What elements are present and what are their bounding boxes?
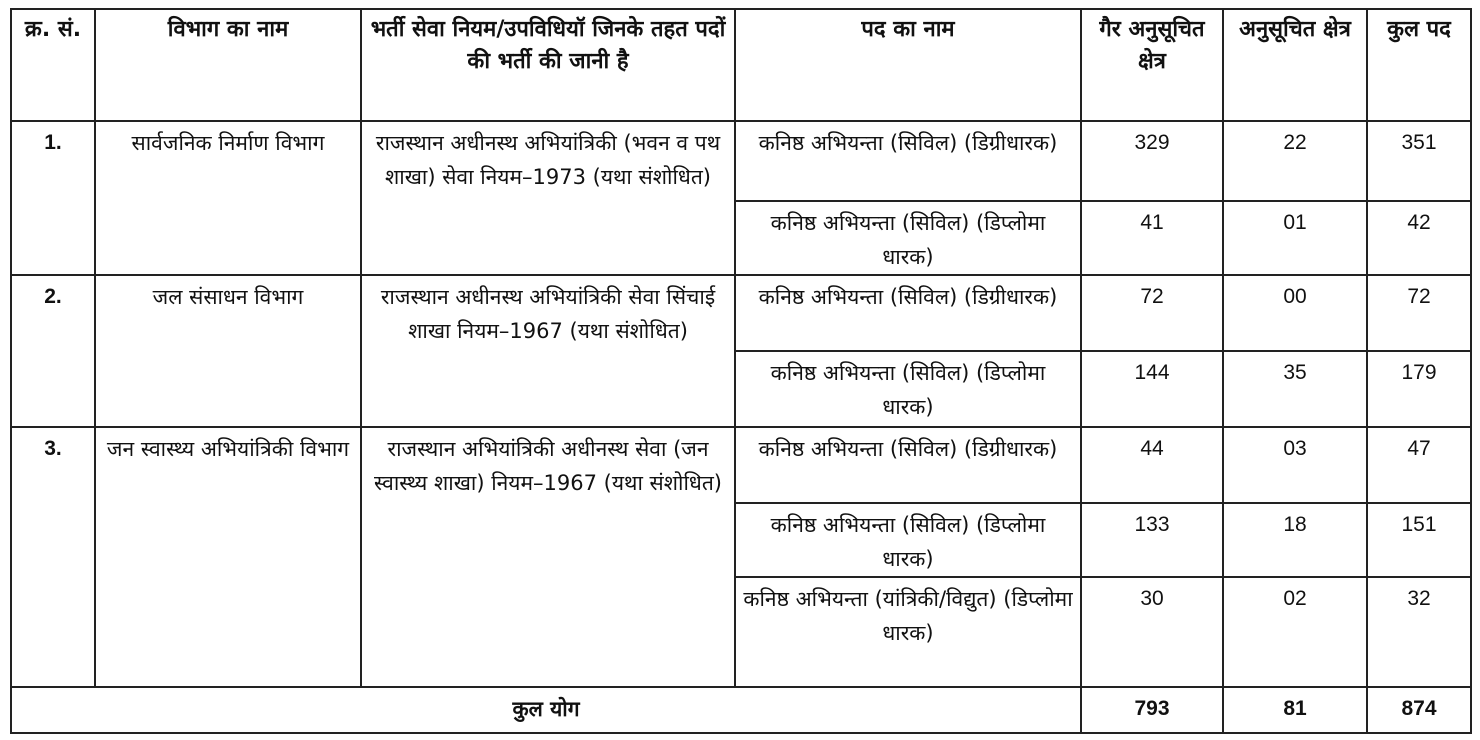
header-rules: भर्ती सेवा नियम/उपविधियॉ जिनके तहत पदों की भर्ती की जानी है xyxy=(361,9,735,121)
table-row xyxy=(11,275,1471,351)
table-row xyxy=(11,121,1471,201)
header-dept: विभाग का नाम xyxy=(95,9,361,121)
row-scheduled: 22 xyxy=(1223,121,1367,201)
row-scheduled: 35 xyxy=(1223,351,1367,427)
row-non-scheduled: 329 xyxy=(1081,121,1223,201)
header-scheduled: अनुसूचित क्षेत्र xyxy=(1223,9,1367,121)
row-scheduled: 00 xyxy=(1223,275,1367,351)
row-scheduled: 03 xyxy=(1223,427,1367,503)
row-scheduled: 02 xyxy=(1223,577,1367,687)
row-post-name: कनिष्ठ अभियन्ता (सिविल) (डिग्रीधारक) xyxy=(735,275,1081,351)
row-total: 179 xyxy=(1367,351,1471,427)
row-scheduled: 18 xyxy=(1223,503,1367,577)
header-row xyxy=(11,9,1471,121)
header-total: कुल पद xyxy=(1367,9,1471,121)
row-post-name: कनिष्ठ अभियन्ता (यांत्रिकी/विद्युत) (डिप्लोमा धारक) xyxy=(735,577,1081,687)
row-total: 42 xyxy=(1367,201,1471,275)
row-post-name: कनिष्ठ अभियन्ता (सिविल) (डिग्रीधारक) xyxy=(735,427,1081,503)
row-dept: जन स्वास्थ्य अभियांत्रिकी विभाग xyxy=(95,427,361,687)
header-post: पद का नाम xyxy=(735,9,1081,121)
row-rules: राजस्थान अधीनस्थ अभियांत्रिकी (भवन व पथ शाखा) सेवा नियम–1973 (यथा संशोधित) xyxy=(361,121,735,275)
row-non-scheduled: 144 xyxy=(1081,351,1223,427)
row-sn: 2. xyxy=(11,275,95,427)
row-non-scheduled: 133 xyxy=(1081,503,1223,577)
row-non-scheduled: 72 xyxy=(1081,275,1223,351)
row-dept: सार्वजनिक निर्माण विभाग xyxy=(95,121,361,275)
row-total: 47 xyxy=(1367,427,1471,503)
row-post-name: कनिष्ठ अभियन्ता (सिविल) (डिप्लोमा धारक) xyxy=(735,503,1081,577)
table-row xyxy=(11,427,1471,503)
totals-non-scheduled: 793 xyxy=(1081,687,1223,733)
row-total: 32 xyxy=(1367,577,1471,687)
header-sn: क्र. सं. xyxy=(11,9,95,121)
totals-total: 874 xyxy=(1367,687,1471,733)
row-sn: 1. xyxy=(11,121,95,275)
row-rules: राजस्थान अभियांत्रिकी अधीनस्थ सेवा (जन स्वास्थ्य शाखा) नियम–1967 (यथा संशोधित) xyxy=(361,427,735,687)
totals-label: कुल योग xyxy=(11,687,1081,733)
totals-row xyxy=(11,687,1471,733)
totals-scheduled: 81 xyxy=(1223,687,1367,733)
row-total: 351 xyxy=(1367,121,1471,201)
row-post-name: कनिष्ठ अभियन्ता (सिविल) (डिग्रीधारक) xyxy=(735,121,1081,201)
row-total: 72 xyxy=(1367,275,1471,351)
row-sn: 3. xyxy=(11,427,95,687)
row-rules: राजस्थान अधीनस्थ अभियांत्रिकी सेवा सिंचाई शाखा नियम–1967 (यथा संशोधित) xyxy=(361,275,735,427)
row-non-scheduled: 44 xyxy=(1081,427,1223,503)
posts-table xyxy=(10,8,1472,734)
row-total: 151 xyxy=(1367,503,1471,577)
row-non-scheduled: 30 xyxy=(1081,577,1223,687)
row-dept: जल संसाधन विभाग xyxy=(95,275,361,427)
row-post-name: कनिष्ठ अभियन्ता (सिविल) (डिप्लोमा धारक) xyxy=(735,351,1081,427)
row-post-name: कनिष्ठ अभियन्ता (सिविल) (डिप्लोमा धारक) xyxy=(735,201,1081,275)
row-non-scheduled: 41 xyxy=(1081,201,1223,275)
row-scheduled: 01 xyxy=(1223,201,1367,275)
header-non-scheduled: गैर अनुसूचित क्षेत्र xyxy=(1081,9,1223,121)
